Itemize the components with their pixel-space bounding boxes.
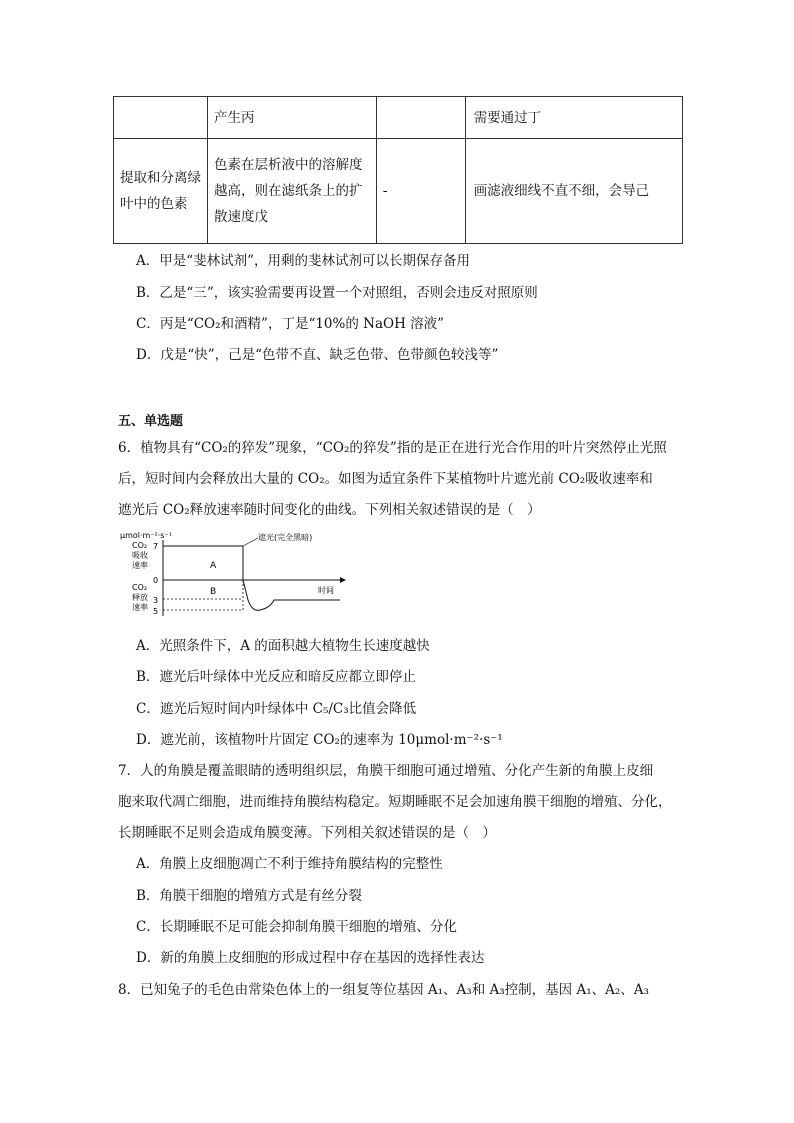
shading-annotation: 遮光(完全黑暗) <box>258 533 313 542</box>
region-b-label: B <box>210 587 217 597</box>
x-axis-label: 时间 <box>318 586 334 595</box>
table-cell <box>114 97 208 139</box>
q5-option-a: A．甲是“斐林试剂”，用剩的斐林试剂可以长期保存备用 <box>136 253 471 269</box>
q7-option-a: A．角膜上皮细胞凋亡不利于维持角膜结构的完整性 <box>136 856 443 872</box>
y-bottom-label-1: CO₂ <box>132 583 148 592</box>
q7-option-d: D．新的角膜上皮细胞的形成过程中存在基因的选择性表达 <box>136 950 485 966</box>
table-row <box>114 139 683 244</box>
table-cell: - <box>376 139 465 244</box>
release-rate-curve <box>243 580 340 610</box>
section-heading: 五、单选题 <box>118 414 184 429</box>
y-tick-0: 0 <box>153 576 159 585</box>
annotation-pointer <box>243 538 258 546</box>
q6-option-b: B．遮光后叶绿体中光反应和暗反应都立即停止 <box>136 669 416 685</box>
q5-option-c: C．丙是“CO₂和酒精”，丁是“10%的 NaOH 溶液” <box>136 316 445 332</box>
experiment-table <box>113 96 683 244</box>
table-cell: 提取和分离绿叶中的色素 <box>114 139 208 244</box>
q6-option-a: A．光照条件下，A 的面积越大植物生长速度越快 <box>136 638 430 654</box>
q7-option-b: B．角膜干细胞的增殖方式是有丝分裂 <box>136 888 362 904</box>
q5-option-b: B．乙是“三”，该实验需要再设置一个对照组，否则会违反对照原则 <box>136 285 538 301</box>
y-tick-5: 5 <box>153 607 159 616</box>
table-cell <box>376 97 465 139</box>
table-cell: 产生丙 <box>207 97 376 139</box>
table-cell: 色素在层析液中的溶解度越高，则在滤纸条上的扩散速度戊 <box>207 139 376 244</box>
y-top-label-1: CO₂ <box>132 541 148 550</box>
q8-stem-line-1: 8．已知兔子的毛色由常染色体上的一组复等位基因 A₁、A₃和 A₃控制，基因 A₁、A₂、A₃ <box>118 982 649 998</box>
q7-stem-line-2: 胞来取代凋亡细胞，进而维持角膜结构稳定。短期睡眠不足会加速角膜干细胞的增殖、分化， <box>118 794 672 810</box>
y-tick-3: 3 <box>153 596 159 605</box>
region-a-rect <box>163 546 243 580</box>
co2-rate-chart <box>118 528 348 620</box>
table-cell: 需要通过丁 <box>465 97 682 139</box>
q7-stem-line-1: 7．人的角膜是覆盖眼睛的透明组织层，角膜干细胞可通过增殖、分化产生新的角膜上皮细 <box>118 763 654 779</box>
y-top-label-3: 速率 <box>132 561 148 570</box>
q5-option-d: D．戊是“快”，己是“色带不直、缺乏色带、色带颜色较浅等” <box>136 347 499 363</box>
q6-option-c: C．遮光后短时间内叶绿体中 C₅/C₃比值会降低 <box>136 701 417 717</box>
table-row <box>114 97 683 139</box>
q6-stem-line-1: 6．植物具有“CO₂的猝发”现象，“CO₂的猝发”指的是正在进行光合作用的叶片突然停止光照 <box>118 440 667 456</box>
q6-stem-line-3: 遮光后 CO₂释放速率随时间变化的曲线。下列相关叙述错误的是（ ） <box>118 502 541 518</box>
y-bottom-label-2: 释放 <box>132 593 148 602</box>
q7-stem-line-3: 长期睡眠不足则会造成角膜变薄。下列相关叙述错误的是（ ） <box>118 825 496 841</box>
q6-stem-line-2: 后，短时间内会释放出大量的 CO₂。如图为适宜条件下某植物叶片遮光前 CO₂吸收速率和 <box>118 471 653 487</box>
chart-unit-label: μmol·m⁻²·s⁻¹ <box>120 531 172 540</box>
y-top-label-2: 吸收 <box>132 551 148 560</box>
x-axis-arrow <box>340 577 346 583</box>
y-bottom-label-3: 速率 <box>132 603 148 612</box>
q6-option-d: D．遮光前，该植物叶片固定 CO₂的速率为 10μmol·m⁻²·s⁻¹ <box>136 732 503 748</box>
y-tick-7: 7 <box>153 542 159 551</box>
region-a-label: A <box>210 561 217 571</box>
q7-option-c: C．长期睡眠不足可能会抑制角膜干细胞的增殖、分化 <box>136 919 457 935</box>
table-cell: 画滤液细线不直不细，会导己 <box>465 139 682 244</box>
